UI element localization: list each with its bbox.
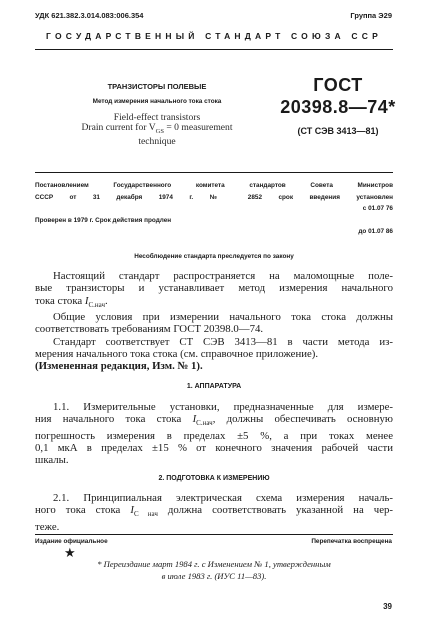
section-1-line: 1.1. Измерительные установки, предназначенные для измере- [53,401,393,413]
reprint-prohibited: Перепечатка воспрещена [311,538,392,545]
star-icon: ★ [64,545,76,560]
subtitle-ru: Метод измерения начального тока стока [92,98,222,105]
footer-rule [35,534,393,535]
title-ru: ТРАНЗИСТОРЫ ПОЛЕВЫЕ [107,82,207,91]
title-en-line-3: technique [138,135,176,147]
decree-line-2: СССР от 31 декабря 1974 г. № 2852 срок введения установлен [35,193,393,201]
header-rule [35,49,393,50]
section-2-text [35,492,393,533]
footnote-line-2: в июле 1983 г. (ИУС 11—83). [161,571,267,581]
intro-line: мерения начального тока стока (см. справочное приложение). [35,347,319,360]
intro-line: тока стока $I_{С.нач}$. [35,294,108,309]
gost-sev-number: (СТ СЭВ 3413—81) [297,126,379,136]
intro-text [35,270,393,373]
intro-line: Настоящий стандарт распространяется на маломощные поле- [53,270,393,282]
decree-date-1: с 01.07 76 [362,205,393,212]
section-2-line: 2.1. Принципиальная электрическая схема измерения началь- [53,492,393,504]
section-2-line: ного тока стока $I_{С нач}$ должна соответствовать указанной на чер- [35,504,394,519]
decree-date-2: до 01.07 86 [358,228,393,235]
intro-line: вые транзисторы и устанавливает метод измерения начального [35,282,393,295]
group-code: Группа Э29 [350,11,392,20]
title-rule [35,172,393,173]
intro-line: Общие условия при измерении начального тока стока должны [53,311,393,324]
standard-body-heading: ГОСУДАРСТВЕННЫЙ СТАНДАРТ СОЮЗА ССР [46,31,382,41]
section-1-text [35,401,393,467]
decree-line-3: Проверен в 1979 г. Срок действия продлен [35,216,172,224]
section-1-heading: 1. АППАРАТУРА [186,383,242,390]
decree-block [35,180,393,238]
section-2-heading: 2. ПОДГОТОВКА К ИЗМЕРЕНИЮ [158,475,270,482]
gost-number: 20398.8—74* [280,97,396,117]
official-edition: Издание официальное [35,538,108,545]
section-2-line: теже. [35,520,60,533]
title-en [62,113,252,147]
footnote [40,558,388,582]
decree-line-1: Постановлением Государственного комитета стандартов Совета Министров [35,182,393,189]
section-1-line: погрешность измерения в пределах ±5 %, а при токах менее [35,429,393,442]
page-number: 39 [383,602,392,611]
section-1-line: ния начального тока стока $I_{С.нач}$, должны обеспечивать основную [35,413,393,428]
udk-code: УДК 621.382.3.014.083:006.354 [35,11,144,20]
amendment-note: (Измененная редакция, Изм. № 1). [35,360,203,373]
title-en-line-2: Drain current for $V_{GS} = 0$ measurement [81,122,233,135]
legal-notice: Несоблюдение стандарта преследуется по закону [134,253,294,260]
footnote-line-1: * Переиздание март 1984 г. с Изменением № 1, утвержденным [97,559,331,569]
intro-line: Стандарт соответствует СТ СЭВ 3413—81 в части метода из- [53,335,393,348]
intro-line: соответствовать требованиям ГОСТ 20398.0—74. [35,323,264,336]
gost-label: ГОСТ [313,75,363,95]
title-en-line-1: Field-effect transistors [113,112,201,123]
section-1-line: 0,1 мкА в пределах ±15 % от конечного значения рабочей части [35,442,393,455]
section-1-line: шкалы. [35,454,69,467]
